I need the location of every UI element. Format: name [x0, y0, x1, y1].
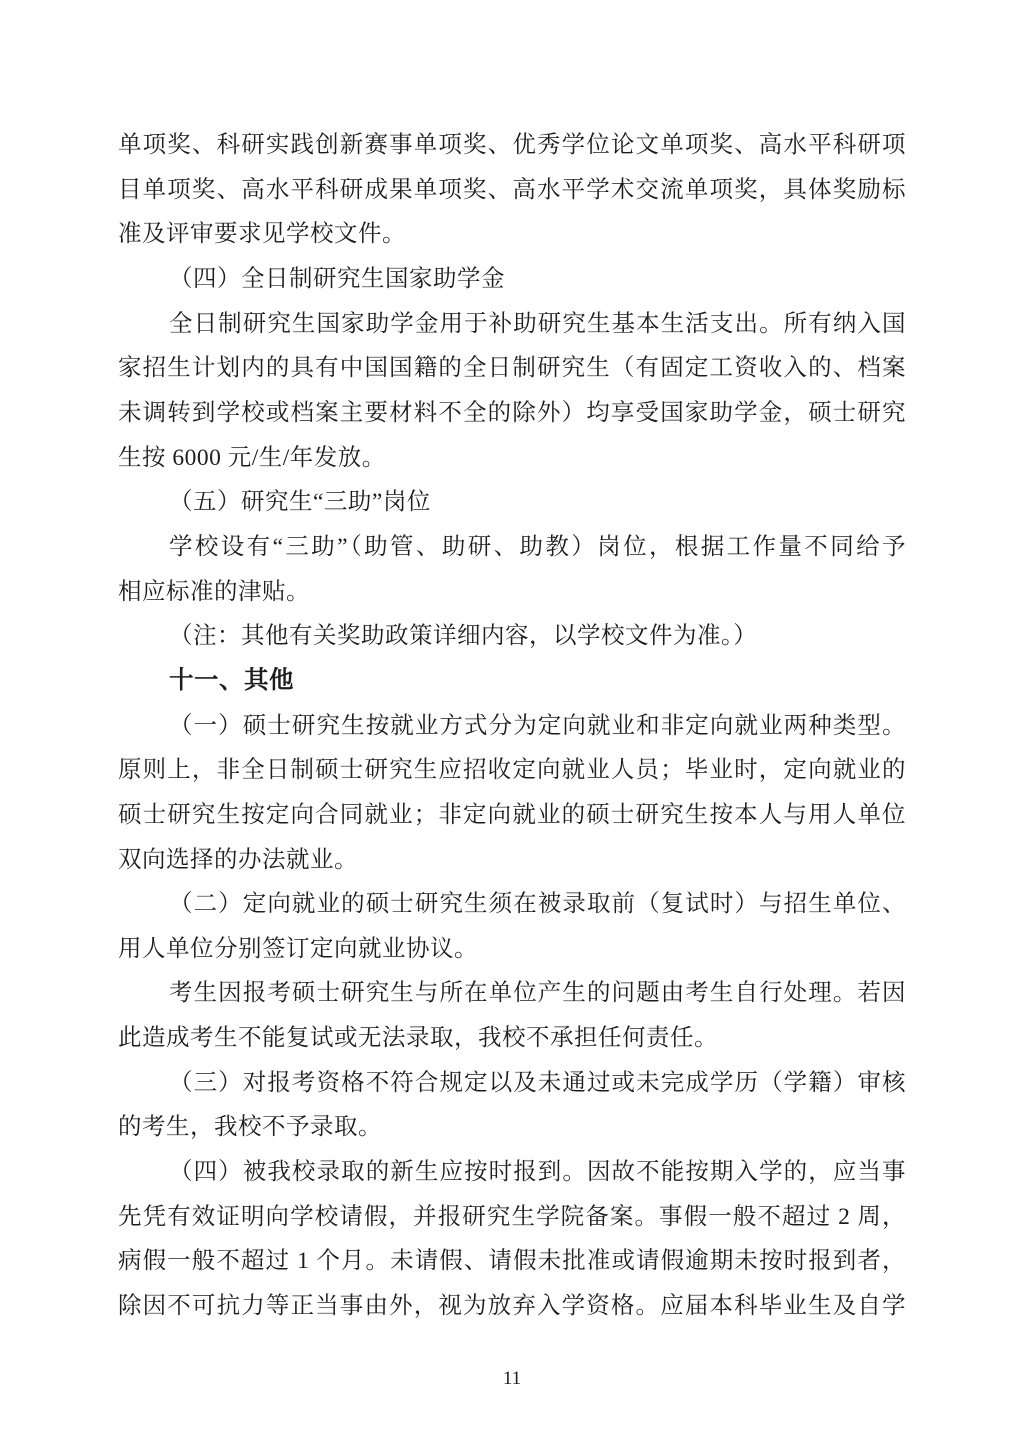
text-line: （注：其他有关奖助政策详细内容，以学校文件为准。）	[169, 623, 758, 650]
section-heading: 十一、其他	[169, 666, 294, 694]
document-body	[118, 123, 906, 1329]
text-line: 此造成考生不能复试或无法录取，我校不承担任何责任。	[118, 1025, 718, 1052]
text-line: （四）被我校录取的新生应按时报到。因故不能按期入学的，应当事	[169, 1159, 906, 1186]
text-line: （四）全日制研究生国家助学金	[169, 265, 505, 292]
text-line: 学校设有“三助”（助管、助研、助教）岗位，根据工作量不同给予	[169, 533, 906, 560]
text-line: 双向选择的办法就业。	[118, 846, 358, 873]
text-line: 的考生，我校不予录取。	[118, 1114, 382, 1141]
text-line: 家招生计划内的具有中国国籍的全日制研究生（有固定工资收入的、档案	[118, 355, 906, 382]
text-line: 除因不可抗力等正当事由外，视为放弃入学资格。应届本科毕业生及自学	[118, 1293, 906, 1320]
text-line: 硕士研究生按定向合同就业；非定向就业的硕士研究生按本人与用人单位	[118, 801, 906, 828]
text-line: （一）硕士研究生按就业方式分为定向就业和非定向就业两种类型。	[169, 712, 906, 739]
text-line: （二）定向就业的硕士研究生须在被录取前（复试时）与招生单位、	[169, 891, 906, 918]
page-number: 11	[502, 1368, 522, 1389]
text-line: 生按 6000 元/生/年发放。	[118, 444, 386, 471]
text-line: 用人单位分别签订定向就业协议。	[118, 935, 478, 962]
text-line: 原则上，非全日制硕士研究生应招收定向就业人员；毕业时，定向就业的	[118, 757, 906, 784]
text-line: 考生因报考硕士研究生与所在单位产生的问题由考生自行处理。若因	[169, 980, 906, 1007]
text-line: 单项奖、科研实践创新赛事单项奖、优秀学位论文单项奖、高水平科研项	[118, 132, 906, 158]
text-line: （五）研究生“三助”岗位	[169, 489, 431, 516]
text-line: （三）对报考资格不符合规定以及未通过或未完成学历（学籍）审核	[169, 1069, 906, 1096]
text-line: 相应标准的津贴。	[118, 578, 310, 605]
text-line: 准及评审要求见学校文件。	[118, 221, 406, 248]
text-line: 全日制研究生国家助学金用于补助研究生基本生活支出。所有纳入国	[169, 310, 906, 337]
text-line: 病假一般不超过 1 个月。未请假、请假未批准或请假逾期未按时报到者，	[118, 1248, 906, 1275]
text-line: 目单项奖、高水平科研成果单项奖、高水平学术交流单项奖，具体奖励标	[118, 176, 906, 203]
text-line: 先凭有效证明向学校请假，并报研究生学院备案。事假一般不超过 2 周，	[118, 1203, 906, 1230]
text-line: 未调转到学校或档案主要材料不全的除外）均享受国家助学金，硕士研究	[118, 399, 906, 426]
